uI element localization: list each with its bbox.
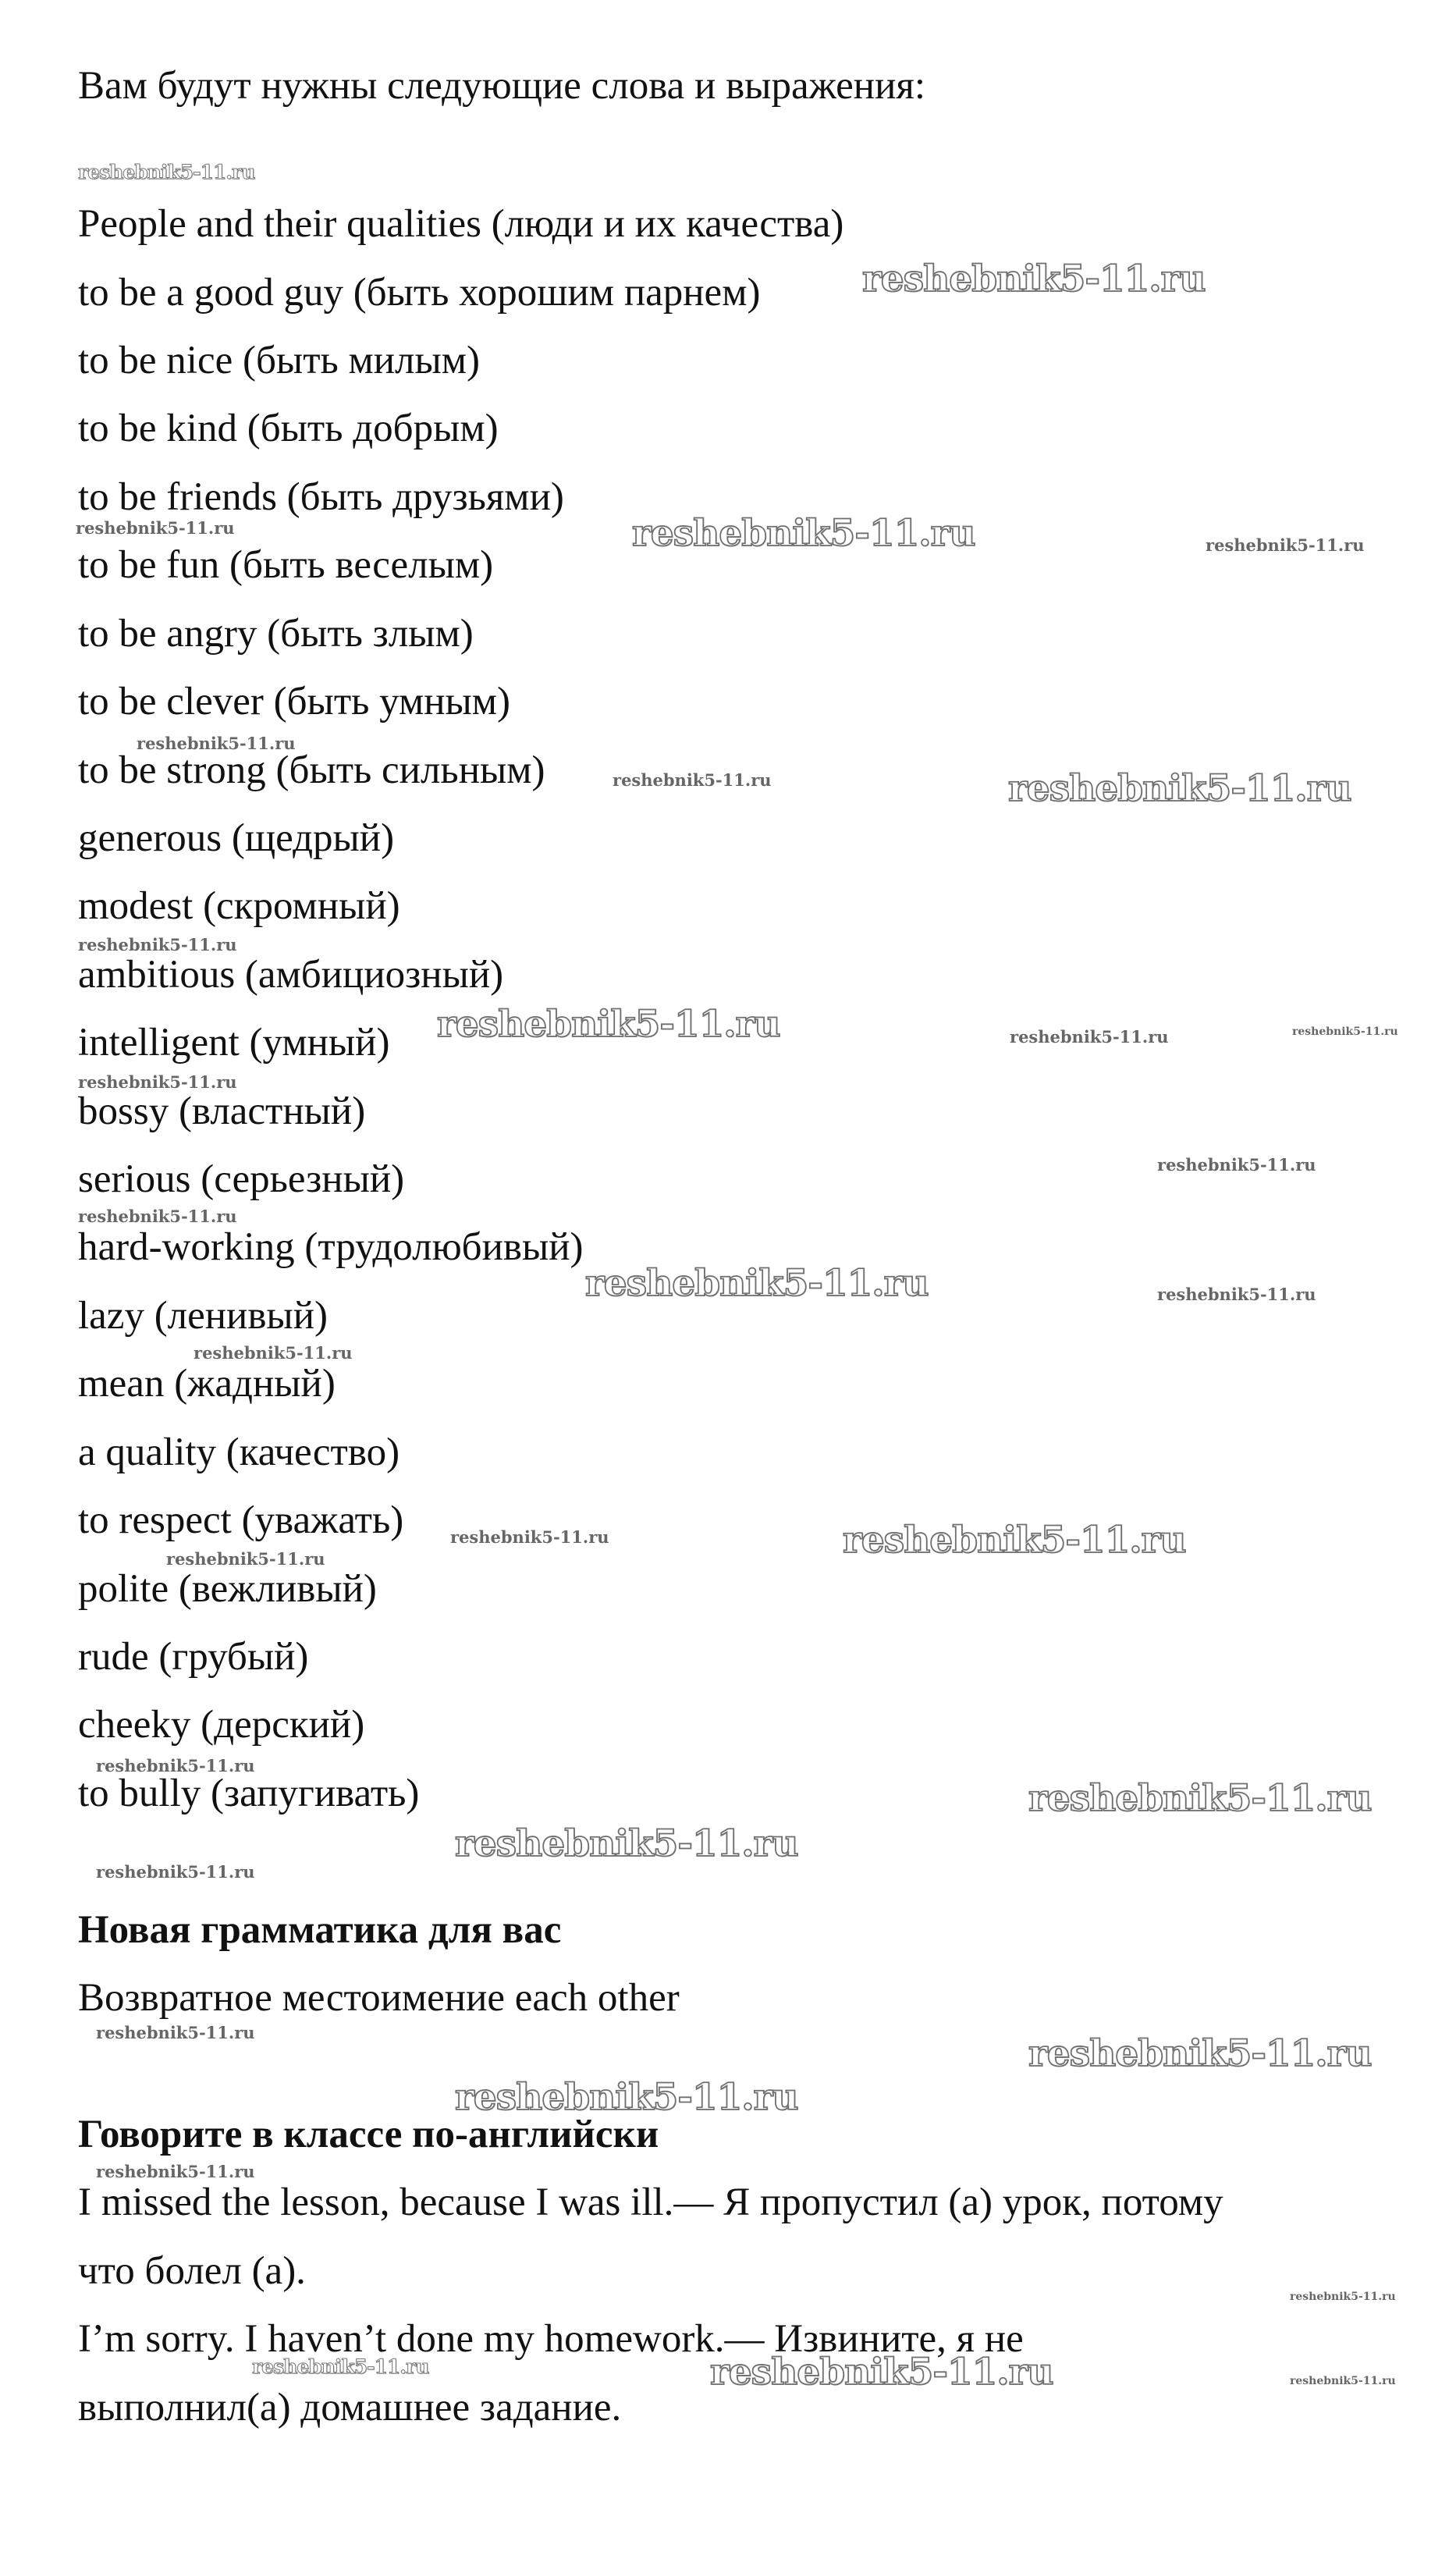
vocab-item: a quality (качество) (78, 1431, 400, 1474)
classroom-line: что болел (а). (78, 2249, 306, 2293)
vocab-item: to be nice (быть милым) (78, 339, 481, 382)
watermark: reshebnik5-11.ru (78, 1207, 237, 1226)
vocab-item: to respect (уважать) (78, 1498, 404, 1542)
watermark: reshebnik5-11.ru (613, 770, 772, 790)
watermark: reshebnik5-11.ru (1292, 1025, 1398, 1038)
vocab-item: mean (жадный) (78, 1362, 336, 1406)
vocab-item: bossy (властный) (78, 1089, 366, 1133)
watermark: reshebnik5-11.ru (194, 1343, 353, 1363)
watermark: reshebnik5-11.ru (252, 2355, 429, 2378)
vocab-item: to be clever (быть умным) (78, 680, 511, 723)
watermark: reshebnik5-11.ru (96, 1756, 255, 1775)
watermark: reshebnik5-11.ru (137, 734, 296, 753)
vocab-item: serious (серьезный) (78, 1157, 405, 1201)
vocab-item: to bully (запугивать) (78, 1772, 420, 1815)
watermark: reshebnik5-11.ru (1157, 1285, 1316, 1304)
vocab-item: cheeky (дерский) (78, 1703, 365, 1747)
intro-text: Вам будут нужны следующие слова и выражения: (78, 64, 925, 108)
grammar-heading: Новая грамматика для вас (78, 1908, 562, 1952)
vocab-item: modest (скромный) (78, 884, 400, 928)
watermark: reshebnik5-11.ru (1290, 2375, 1396, 2387)
watermark: reshebnik5-11.ru (843, 1519, 1186, 1562)
watermark: reshebnik5-11.ru (1010, 1027, 1169, 1047)
watermark: reshebnik5-11.ru (1206, 535, 1365, 555)
grammar-text: Возвратное местоимение each other (78, 1976, 680, 2020)
vocab-item: intelligent (умный) (78, 1021, 390, 1065)
watermark: reshebnik5-11.ru (1290, 2291, 1396, 2303)
vocab-item: to be kind (быть добрым) (78, 407, 499, 450)
watermark: reshebnik5-11.ru (710, 2351, 1053, 2394)
watermark: reshebnik5-11.ru (96, 1862, 255, 1882)
vocab-item: hard-working (трудолюбивый) (78, 1225, 584, 1269)
watermark: reshebnik5-11.ru (1028, 2032, 1372, 2075)
vocab-item: generous (щедрый) (78, 816, 395, 860)
watermark: reshebnik5-11.ru (166, 1549, 325, 1569)
watermark: reshebnik5-11.ru (78, 1072, 237, 1092)
watermark: reshebnik5-11.ru (96, 2023, 255, 2042)
vocab-item: polite (вежливый) (78, 1567, 377, 1611)
watermark: reshebnik5-11.ru (632, 512, 975, 555)
vocab-item: ambitious (амбициозный) (78, 953, 504, 997)
vocab-item: to be angry (быть злым) (78, 612, 474, 656)
watermark: reshebnik5-11.ru (450, 1527, 609, 1547)
vocab-item: to be a good guy (быть хорошим парнем) (78, 271, 761, 315)
watermark: reshebnik5-11.ru (1157, 1155, 1316, 1175)
watermark: reshebnik5-11.ru (455, 2076, 798, 2119)
classroom-line: I missed the lesson, because I was ill.— Я пропустил (а) урок, потому (78, 2181, 1223, 2224)
watermark: reshebnik5-11.ru (78, 935, 237, 954)
classroom-heading: Говорите в классе по-английски (78, 2113, 659, 2156)
watermark: reshebnik5-11.ru (78, 161, 255, 183)
vocab-item: lazy (ленивый) (78, 1294, 328, 1338)
vocab-item: People and their qualities (люди и их качества) (78, 202, 844, 246)
vocab-item: to be fun (быть веселым) (78, 543, 494, 587)
vocab-item: to be strong (быть сильным) (78, 748, 545, 792)
vocab-item: to be friends (быть друзьями) (78, 475, 564, 519)
watermark: reshebnik5-11.ru (76, 518, 235, 538)
classroom-line: I’m sorry. I haven’t done my homework.— Извините, я не (78, 2317, 1024, 2361)
watermark: reshebnik5-11.ru (1028, 1777, 1372, 1820)
watermark: reshebnik5-11.ru (96, 2162, 255, 2181)
classroom-line: выполнил(а) домашнее задание. (78, 2386, 622, 2429)
watermark: reshebnik5-11.ru (1008, 767, 1351, 810)
watermark: reshebnik5-11.ru (862, 258, 1206, 300)
vocab-item: rude (грубый) (78, 1635, 309, 1679)
watermark: reshebnik5-11.ru (585, 1262, 929, 1305)
watermark: reshebnik5-11.ru (455, 1822, 798, 1865)
watermark: reshebnik5-11.ru (437, 1003, 780, 1046)
